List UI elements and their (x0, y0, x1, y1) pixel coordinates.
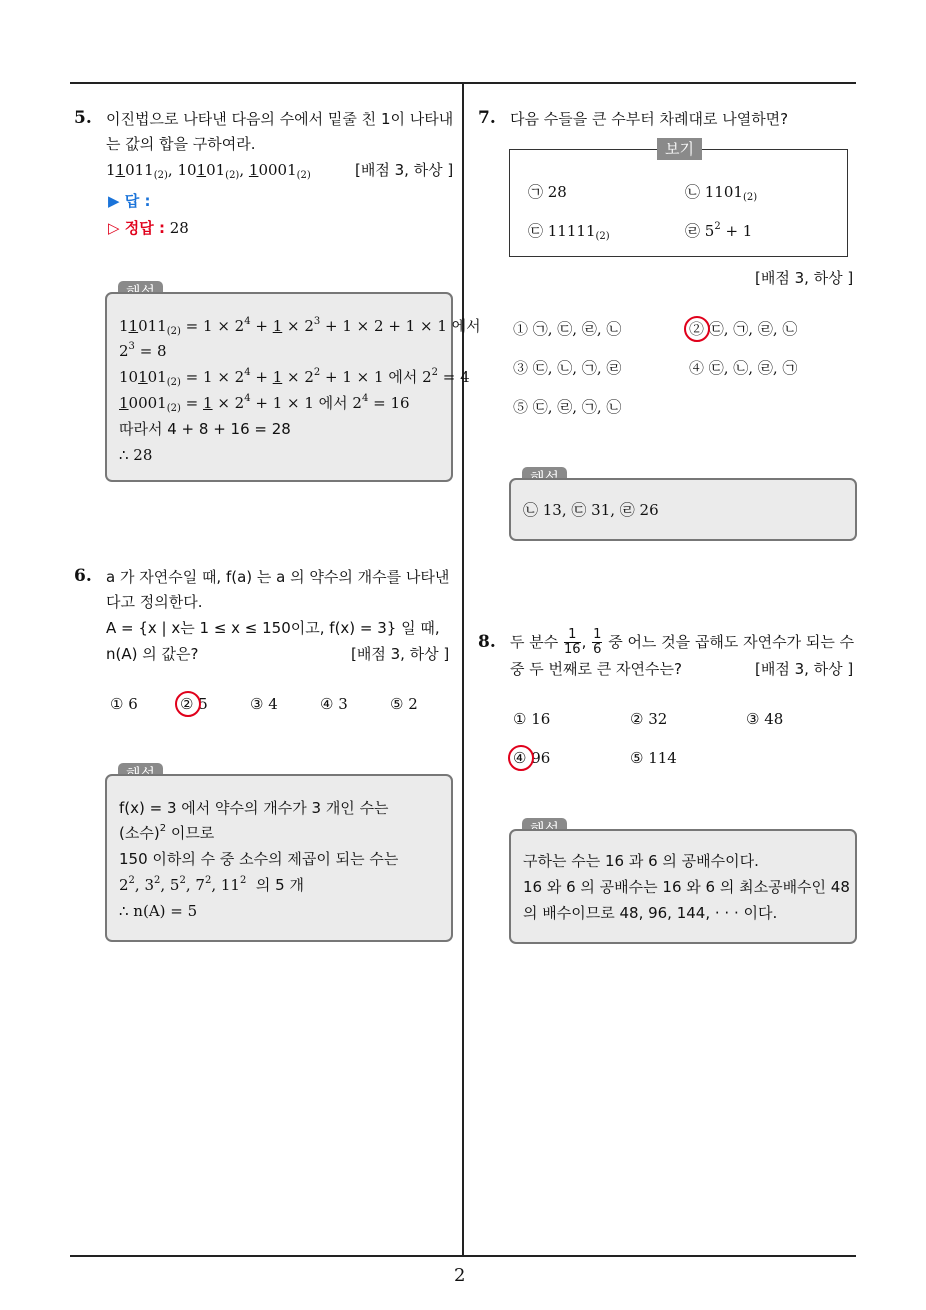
q7-choice-1[interactable]: ① ㉠, ㉢, ㉣, ㉡ (513, 320, 622, 338)
q6-text-line4: n(A) 의 값은? (106, 645, 199, 663)
q5-solution-line3: $10101_{(2)} = 1 \times 2^4 + 1 \times 2^2 + 1 \times 1$ 에서 $2^2 = 4$ (119, 367, 470, 388)
q8-correct-mark (508, 745, 534, 771)
q8-choice-1[interactable]: ① 16 (513, 710, 551, 728)
q7-number: 7. (478, 108, 496, 128)
q7-choice-5[interactable]: ⑤ ㉢, ㉣, ㉠, ㉡ (513, 398, 622, 416)
q5-text-line2: 는 값의 합을 구하여라. (106, 135, 256, 153)
q5-solution-line5: 따라서 4 + 8 + 16 = 28 (119, 420, 291, 438)
q8-choice-2[interactable]: ② 32 (630, 710, 668, 728)
q6-solution-line3: 150 이하의 수 중 소수의 제곱이 되는 수는 (119, 850, 399, 868)
q6-choice-3[interactable]: ③ 4 (250, 695, 278, 713)
q8-text-line2: 중 두 번째로 큰 자연수는? (510, 660, 682, 678)
q6-text-line3: A = {x | x는 1 ≤ x ≤ 150이고, f(x) = 3} 일 때, (106, 619, 440, 637)
q5-correct-label: ▷ 정답 : (108, 219, 165, 237)
q5-solution-line6: ∴ 28 (119, 446, 153, 464)
q7-choice-2[interactable]: ② ㉢, ㉠, ㉣, ㉡ (689, 320, 798, 338)
q8-choice-3[interactable]: ③ 48 (746, 710, 784, 728)
q7-correct-mark (684, 316, 710, 342)
q6-choice-5[interactable]: ⑤ 2 (390, 695, 418, 713)
q5-number: 5. (74, 108, 92, 128)
column-divider (462, 84, 464, 1256)
q8-score: [배점 3, 하상 ] (755, 660, 854, 678)
q7-solution-box (509, 478, 857, 541)
q7-bogi-tag: 보기 (657, 138, 702, 160)
q6-solution-box (105, 774, 453, 942)
q8-fraction-1: $\frac{1}{16}$ (564, 627, 581, 657)
q7-choice-3[interactable]: ③ ㉢, ㉡, ㉠, ㉣ (513, 359, 622, 377)
q6-solution-line4: $2^2$, $3^2$, $5^2$, $7^2$, $11^2$ 의 5 개 (119, 875, 304, 894)
q6-solution-line2: (소수)$^2$ 이므로 (119, 823, 215, 842)
q6-solution-line1: f(x) = 3 에서 약수의 개수가 3 개인 수는 (119, 799, 389, 817)
q8-number: 8. (478, 632, 496, 652)
q5-correct (108, 218, 189, 238)
q8-choice-5[interactable]: ⑤ 114 (630, 749, 677, 767)
q5-solution-line4: $10001_{(2)} = 1 \times 2^4 + 1 \times 1$ 에서 $2^4 = 16$ (119, 393, 410, 414)
q6-choice-1[interactable]: ① 6 (110, 695, 138, 713)
q5-correct-value: 28 (169, 219, 189, 237)
q5-numbers: $11011_{(2)}$, $10101_{(2)}$, $10001_{(2)}$ (106, 161, 311, 181)
q7-score: [배점 3, 하상 ] (755, 269, 854, 287)
q8-solution-line2: 16 와 6 의 공배수는 16 와 6 의 최소공배수인 48 (523, 878, 850, 896)
page-number: 2 (454, 1265, 466, 1286)
q6-number: 6. (74, 566, 92, 586)
q7-item-a: ㉠ 28 (528, 183, 567, 201)
q8-solution-box (509, 829, 857, 944)
q5-solution-line2: $2^3 = 8$ (119, 341, 167, 360)
q5-score: [배점 3, 하상 ] (355, 161, 454, 179)
q5-solution-line1: $11011_{(2)} = 1 \times 2^4 + 1 \times 2^3 + 1 \times 2 + 1 \times 1$ 에서 (119, 316, 481, 337)
q6-choice-2[interactable]: ② 5 (180, 695, 208, 713)
q5-text-line1: 이진법으로 나타낸 다음의 수에서 밑줄 친 1이 나타내 (106, 110, 454, 128)
q8-fraction-2: $\frac{1}{6}$ (593, 627, 602, 657)
bottom-rule (70, 1255, 856, 1257)
q8-solution-line3: 의 배수이므로 48, 96, 144, · · · 이다. (523, 904, 778, 922)
q6-solution-line5: ∴ n(A) = 5 (119, 902, 198, 920)
q8-text-line1-b: 중 어느 것을 곱해도 자연수가 되는 수 (608, 633, 855, 651)
q8-text-line1-a: 두 분수 (510, 633, 559, 651)
q6-choice-4[interactable]: ④ 3 (320, 695, 348, 713)
q7-item-d: ㉣ $5^2 + 1$ (685, 221, 753, 240)
q6-score: [배점 3, 하상 ] (351, 645, 450, 663)
q7-item-c: ㉢ $11111_{(2)}$ (528, 222, 610, 242)
q5-solution-box (105, 292, 481, 482)
q7-solution-text: ㉡ 13, ㉢ 31, ㉣ 26 (523, 501, 659, 519)
q7-choice-4[interactable]: ④ ㉢, ㉡, ㉣, ㉠ (689, 359, 798, 377)
q7-text: 다음 수들을 큰 수부터 차례대로 나열하면? (510, 110, 789, 128)
q8-solution-line1: 구하는 수는 16 과 6 의 공배수이다. (523, 852, 759, 870)
q6-text-line2: 다고 정의한다. (106, 593, 203, 611)
q6-text-line1: a 가 자연수일 때, f(a) 는 a 의 약수의 개수를 나타낸 (106, 568, 450, 586)
q7-item-b: ㉡ $1101_{(2)}$ (685, 183, 758, 203)
q5-answer-label: ▶ 답 : (108, 192, 151, 210)
q6-correct-mark (175, 691, 201, 717)
q8-choice-4[interactable]: ④ 96 (513, 749, 551, 767)
q8-text-line1: 두 분수 $\frac{1}{16}$ , $\frac{1}{6}$ 중 어느 것을 곱해도 자연수가 되는 수 (510, 627, 855, 657)
